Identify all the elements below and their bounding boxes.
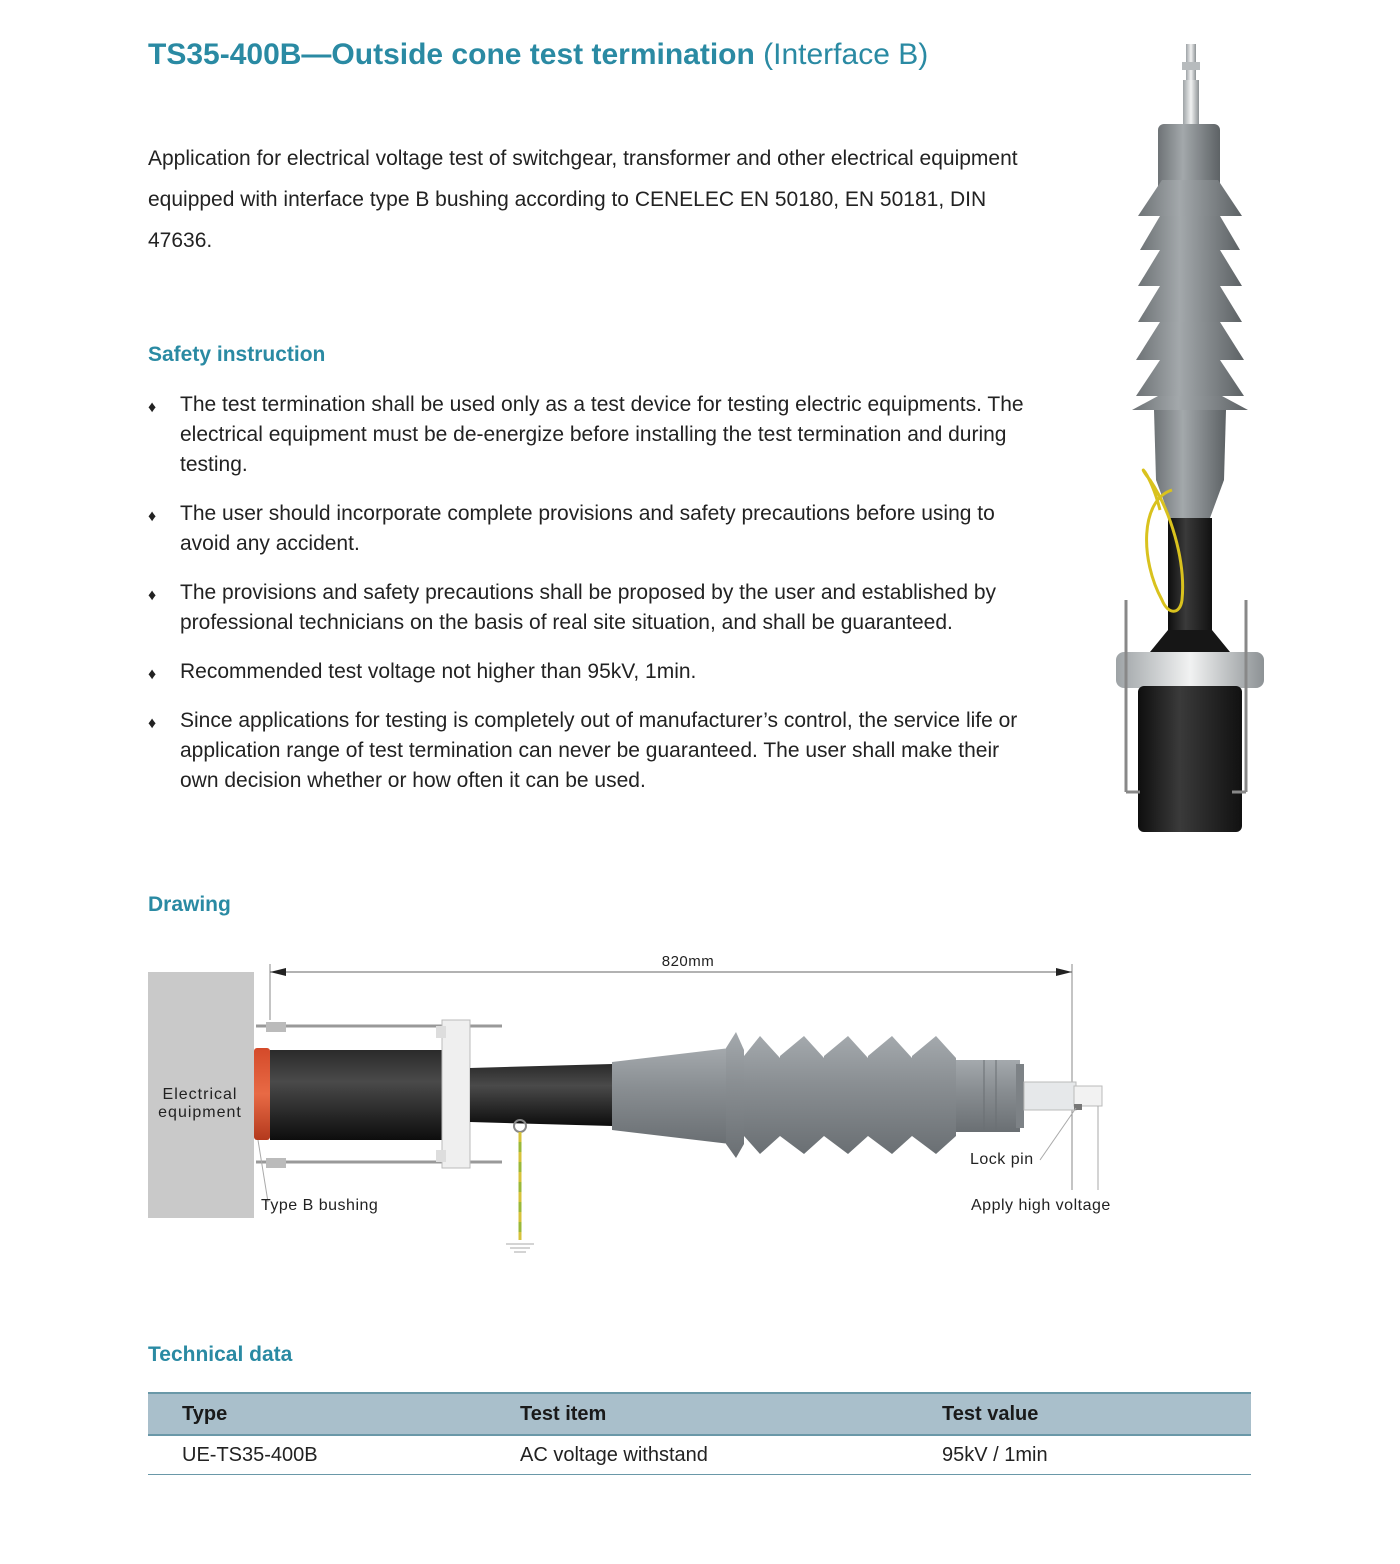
bullet-diamond-icon: ♦ bbox=[148, 715, 157, 732]
bushing-label: Type B bushing bbox=[261, 1197, 379, 1214]
bullet-diamond-icon: ♦ bbox=[148, 399, 157, 416]
safety-heading: Safety instruction bbox=[148, 343, 326, 366]
safety-item: ♦ The provisions and safety precautions shall be proposed by the user and established by professional technicians on the basis of real site situation, and shall be guaranteed. bbox=[148, 581, 997, 634]
safety-item: ♦ The test termination shall be used only as a test device for testing electric equipments. The electrical equipment must be de-energize before installing the test termination and during testing. bbox=[148, 393, 1024, 476]
type-b-bushing bbox=[254, 1048, 270, 1140]
safety-item: ♦ Since applications for testing is completely out of manufacturer’s control, the service life or application range of test termination can never be guaranteed. The user shall make their own decision whether or how often it can be used. bbox=[148, 709, 1018, 792]
table-row bbox=[148, 1435, 1251, 1475]
technical-table bbox=[148, 1392, 1251, 1475]
table-header-row bbox=[148, 1393, 1251, 1435]
dimension-label: 820mm bbox=[661, 953, 715, 970]
title-interface: (Interface B) bbox=[763, 38, 929, 71]
bullet-diamond-icon: ♦ bbox=[148, 666, 157, 683]
intro-paragraph: Application for electrical voltage test of switchgear, transformer and other electrical equipment equipped with interface type B bushing according to CENELEC EN 50180, EN 50181, DIN 47636. bbox=[148, 147, 1018, 252]
equipment-label-line1: Electrical bbox=[162, 1086, 238, 1103]
cell-type: UE-TS35-400B bbox=[148, 1435, 520, 1475]
safety-item: ♦ The user should incorporate complete provisions and safety precautions before using to avoid any accident. bbox=[148, 502, 995, 555]
safety-list bbox=[148, 390, 1028, 815]
safety-item: ♦ Recommended test voltage not higher than 95kV, 1min. bbox=[148, 657, 1028, 687]
technical-heading: Technical data bbox=[148, 1343, 293, 1366]
product-photo bbox=[1110, 40, 1270, 840]
column-header-type: Type bbox=[148, 1393, 520, 1435]
technical-drawing bbox=[140, 940, 1140, 1270]
column-header-test-value: Test value bbox=[942, 1393, 1251, 1435]
column-header-test-item: Test item bbox=[520, 1393, 942, 1435]
cell-test-item: AC voltage withstand bbox=[520, 1435, 942, 1475]
bullet-diamond-icon: ♦ bbox=[148, 508, 157, 525]
cell-test-value: 95kV / 1min bbox=[942, 1435, 1251, 1475]
apply-voltage-label: Apply high voltage bbox=[971, 1197, 1111, 1214]
equipment-label-line2: equipment bbox=[158, 1104, 242, 1121]
bullet-diamond-icon: ♦ bbox=[148, 587, 157, 604]
title-main: TS35-400B—Outside cone test termination bbox=[148, 38, 755, 71]
drawing-heading: Drawing bbox=[148, 893, 231, 916]
page-title bbox=[148, 38, 928, 72]
lock-pin-label: Lock pin bbox=[970, 1151, 1034, 1168]
